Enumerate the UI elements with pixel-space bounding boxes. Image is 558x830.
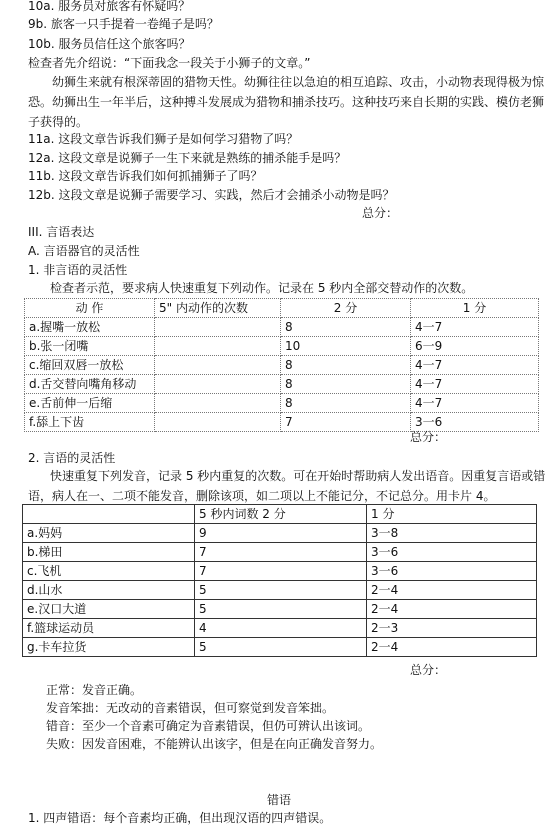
score1-cell: 3一8	[367, 524, 537, 543]
table-row	[23, 581, 537, 600]
table2-total-label: 总分：	[410, 663, 447, 677]
header-words-5s-2pt: 5 秒内词数 2 分	[195, 505, 367, 524]
score1-cell: 4一7	[411, 318, 539, 337]
header-action: 动 作	[25, 299, 155, 318]
section-a-title: A. 言语器官的灵活性	[28, 244, 140, 258]
word-cell: b.梯田	[23, 543, 195, 562]
score1-cell: 2一3	[367, 619, 537, 638]
count-cell[interactable]	[155, 375, 281, 394]
definition-clumsy: 发音笨拙：无改动的音素错误，但可察觉到发音笨拙。	[46, 701, 335, 715]
score2-cell: 4	[195, 619, 367, 638]
score2-cell: 8	[281, 394, 411, 413]
question-11a: 11a. 这段文章告诉我们狮子是如何学习猎物了吗？	[28, 132, 299, 146]
word-cell: a.妈妈	[23, 524, 195, 543]
score2-cell: 9	[195, 524, 367, 543]
count-cell[interactable]	[155, 356, 281, 375]
question-10b: 10b. 服务员信任这个旅客吗？	[28, 37, 191, 51]
score1-cell: 4一7	[411, 356, 539, 375]
question-10a: 10a. 服务员对旅客有怀疑吗？	[28, 0, 191, 13]
question-12a: 12a. 这段文章是说狮子一生下来就是熟练的捕杀能手是吗？	[28, 151, 347, 165]
total-score-label: 总分：	[362, 206, 399, 220]
count-cell[interactable]	[155, 413, 281, 432]
table-row	[25, 337, 539, 356]
lion-story-paragraph: 幼狮生来就有根深蒂固的猎物天性。幼狮往往以急迫的相互追踪、攻击，小动物表现得极为惊恐。幼狮出生一年半后，这种搏斗发展成为猎物和捕杀技巧。这种技巧来自长期的实践、模仿老狮子获得的。	[28, 75, 545, 129]
score1-cell: 2一4	[367, 581, 537, 600]
score1-cell: 3一6	[367, 543, 537, 562]
count-cell[interactable]	[155, 394, 281, 413]
table-row	[23, 600, 537, 619]
score1-cell: 6一9	[411, 337, 539, 356]
table-row	[23, 619, 537, 638]
header-count-5s: 5" 内动作的次数	[155, 299, 281, 318]
table-row	[23, 524, 537, 543]
definition-error-sound: 错音：至少一个音素可确定为音素错误，但仍可辨认出该词。	[46, 719, 371, 733]
score1-cell: 3一6	[367, 562, 537, 581]
examiner-intro: 检查者先介绍说：“下面我念一段关于小狮子的文章。”	[28, 56, 311, 70]
action-cell: a.握嘴一放松	[25, 318, 155, 337]
table-header-row	[25, 299, 539, 318]
table-row	[25, 375, 539, 394]
subsection-2-title: 2. 言语的灵活性	[28, 451, 116, 465]
definition-normal: 正常：发音正确。	[46, 683, 143, 697]
question-9b: 9b. 旅客一只手提着一卷绳子是吗？	[28, 17, 219, 31]
table-row	[23, 562, 537, 581]
question-12b: 12b. 这段文章是说狮子需要学习、实践，然后才会捕杀小动物是吗？	[28, 188, 395, 202]
score2-cell: 5	[195, 638, 367, 657]
count-cell[interactable]	[155, 318, 281, 337]
action-cell: d.舌交替向嘴角移动	[25, 375, 155, 394]
score2-cell: 7	[195, 562, 367, 581]
word-cell: c.飞机	[23, 562, 195, 581]
score1-cell: 3一6	[411, 413, 539, 432]
table-header-row	[23, 505, 537, 524]
nonverbal-agility-table	[24, 298, 539, 432]
action-cell: e.舌前伸一后缩	[25, 394, 155, 413]
word-cell: g.卡车拉货	[23, 638, 195, 657]
table-row	[25, 413, 539, 432]
score1-cell: 4一7	[411, 375, 539, 394]
header-1-point: 1 分	[411, 299, 539, 318]
table-row	[25, 394, 539, 413]
score1-cell: 4一7	[411, 394, 539, 413]
header-word	[23, 505, 195, 524]
score2-cell: 7	[281, 413, 411, 432]
score2-cell: 7	[195, 543, 367, 562]
definition-failure: 失败：因发音困难，不能辨认出该字，但是在向正确发音努力。	[46, 737, 383, 751]
score1-cell: 2一4	[367, 638, 537, 657]
tone-error-item: 1. 四声错语：每个音素均正确，但出现汉语的四声错误。	[28, 811, 332, 825]
score2-cell: 10	[281, 337, 411, 356]
word-cell: d.山水	[23, 581, 195, 600]
subsection-2-instruction: 快速重复下列发音，记录 5 秒内重复的次数。可在开始时帮助病人发出语音。因重复言语或错语，病人在一、二项不能发音，删除该项，如二项以上不能记分，不记总分。用卡片 4。	[28, 469, 546, 503]
paraphasia-heading: 错语	[266, 793, 291, 807]
table-row	[25, 318, 539, 337]
subsection-1-title: 1. 非言语的灵活性	[28, 263, 128, 277]
question-11b: 11b. 这段文章告诉我们如何抓捕狮子了吗？	[28, 169, 263, 183]
score2-cell: 5	[195, 600, 367, 619]
table-row	[25, 356, 539, 375]
score2-cell: 8	[281, 318, 411, 337]
word-cell: e.汉口大道	[23, 600, 195, 619]
subsection-1-instruction: 检查者示范，要求病人快速重复下列动作。记录在 5 秒内全部交替动作的次数。	[50, 281, 474, 295]
table-row	[23, 638, 537, 657]
table-row	[23, 543, 537, 562]
action-cell: f.舔上下齿	[25, 413, 155, 432]
count-cell[interactable]	[155, 337, 281, 356]
verbal-agility-table	[22, 504, 537, 657]
score2-cell: 8	[281, 356, 411, 375]
score2-cell: 8	[281, 375, 411, 394]
score1-cell: 2一4	[367, 600, 537, 619]
action-cell: c.缩回双唇一放松	[25, 356, 155, 375]
score2-cell: 5	[195, 581, 367, 600]
table1-total-label: 总分：	[410, 430, 447, 444]
word-cell: f.篮球运动员	[23, 619, 195, 638]
header-2-points: 2 分	[281, 299, 411, 318]
section-3-title: III. 言语表达	[28, 225, 95, 239]
header-1-point: 1 分	[367, 505, 537, 524]
action-cell: b.张一闭嘴	[25, 337, 155, 356]
